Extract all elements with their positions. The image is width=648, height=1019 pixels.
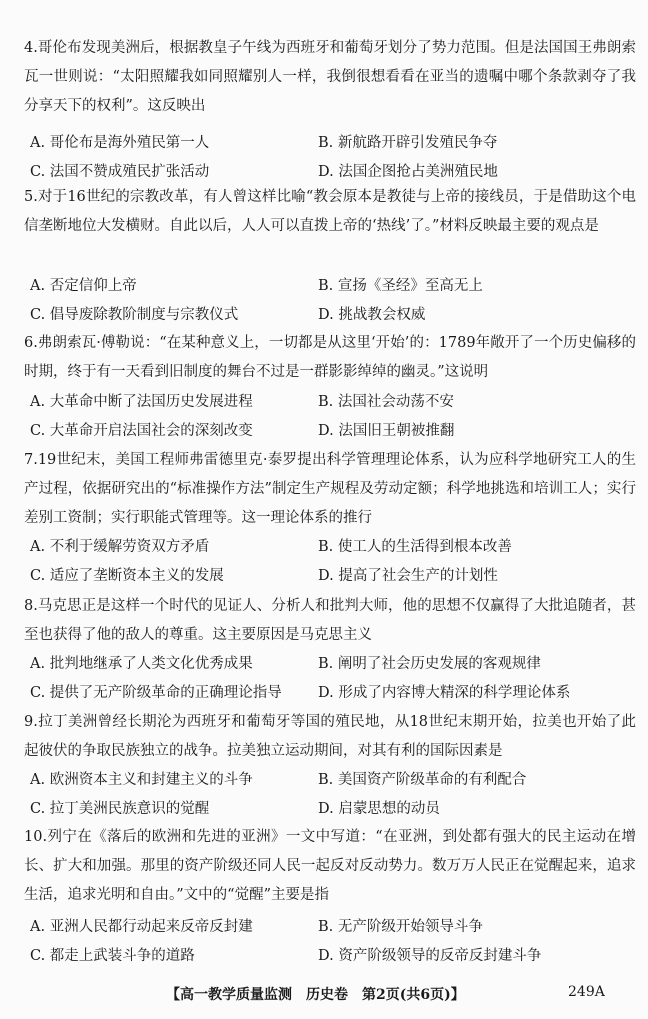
- option-c: C. 拉丁美洲民族意识的觉醒: [30, 801, 210, 817]
- option-b: B. 阐明了社会历史发展的客观规律: [318, 656, 541, 672]
- option-a: A. 批判地继承了人类文化优秀成果: [30, 656, 253, 672]
- option-a: A. 亚洲人民都行动起来反帝反封建: [30, 919, 253, 935]
- option-a: A. 不利于缓解劳资双方矛盾: [30, 539, 210, 555]
- option-c: C. 适应了垄断资本主义的发展: [30, 568, 224, 584]
- option-b: B. 使工人的生活得到根本改善: [318, 539, 512, 555]
- question-stem: 9.拉丁美洲曾经长期沦为西班牙和葡萄牙等国的殖民地，从18世纪末期开始，拉美也开始了此起彼伏的争取民族独立的战争。拉美独立运动期间，对其有利的国际因素是: [24, 714, 636, 759]
- question-stem: 7.19世纪末，美国工程师弗雷德里克·泰罗提出科学管理理论体系，认为应科学地研究工人的生产过程，依据研究出的“标准操作方法”制定生产规程及劳动定额；科学地挑选和培训工人；实行差别工资制；实行职能式管理等。这一理论体系的推行: [24, 452, 636, 526]
- option-c: C. 倡导废除教阶制度与宗教仪式: [30, 307, 239, 323]
- option-b: B. 美国资产阶级革命的有利配合: [318, 772, 527, 788]
- option-c: C. 提供了无产阶级革命的正确理论指导: [30, 685, 282, 701]
- footer-title: 【高一教学质量监测 历史卷 第2页(共6页)】: [166, 987, 465, 1003]
- option-d: D. 启蒙思想的动员: [318, 801, 440, 817]
- option-d: D. 法国企图抢占美洲殖民地: [318, 164, 498, 180]
- paper-code: 249A: [568, 984, 605, 1000]
- question-stem: 10.列宁在《落后的欧洲和先进的亚洲》一文中写道：“在亚洲，到处都有强大的民主运动在增长、扩大和加强。那里的资产阶级还同人民一起反对反动势力。数万万人民正在觉醒起来，追求生活，追求光明和自由。”文中的“觉醒”主要是指: [24, 829, 636, 903]
- option-d: D. 提高了社会生产的计划性: [318, 568, 498, 584]
- option-a: A. 大革命中断了法国历史发展进程: [30, 394, 253, 410]
- option-d: D. 挑战教会权威: [318, 307, 426, 323]
- option-b: B. 无产阶级开始领导斗争: [318, 919, 483, 935]
- question-stem: 5.对于16世纪的宗教改革，有人曾这样比喻“教会原本是教徒与上帝的接线员，于是借助这个电信垄断地位大发横财。自此以后，人人可以直拨上帝的‘热线’了。”材料反映最主要的观点是: [24, 189, 636, 234]
- option-a: A. 哥伦布是海外殖民第一人: [30, 135, 210, 151]
- option-d: D. 法国旧王朝被推翻: [318, 423, 455, 439]
- option-a: A. 否定信仰上帝: [30, 278, 137, 294]
- question-stem: 4.哥伦布发现美洲后，根据教皇子午线为西班牙和葡萄牙划分了势力范围。但是法国国王弗朗索瓦一世则说：“太阳照耀我如同照耀别人一样，我倒很想看看在亚当的遗嘱中哪个条款剥夺了我分享天下的权利”。这反映出: [24, 40, 636, 114]
- option-b: B. 新航路开辟引发殖民争夺: [318, 135, 498, 151]
- option-b: B. 法国社会动荡不安: [318, 394, 454, 410]
- question-stem: 6.弗朗索瓦·傅勒说：“在某种意义上，一切都是从这里‘开始’的：1789年敞开了一个历史偏移的时期，终于有一天看到旧制度的舞台不过是一群影影绰绰的幽灵。”这说明: [24, 335, 636, 380]
- option-d: D. 形成了内容博大精深的科学理论体系: [318, 685, 571, 701]
- option-c: C. 大革命开启法国社会的深刻改变: [30, 423, 253, 439]
- question-stem: 8.马克思正是这样一个时代的见证人、分析人和批判大师，他的思想不仅赢得了大批追随者，甚至也获得了他的敌人的尊重。这主要原因是马克思主义: [24, 598, 636, 643]
- option-b: B. 宣扬《圣经》至高无上: [318, 278, 483, 294]
- option-c: C. 法国不赞成殖民扩张活动: [30, 164, 210, 180]
- option-a: A. 欧洲资本主义和封建主义的斗争: [30, 772, 253, 788]
- option-d: D. 资产阶级领导的反帝反封建斗争: [318, 948, 542, 964]
- option-c: C. 都走上武装斗争的道路: [30, 948, 195, 964]
